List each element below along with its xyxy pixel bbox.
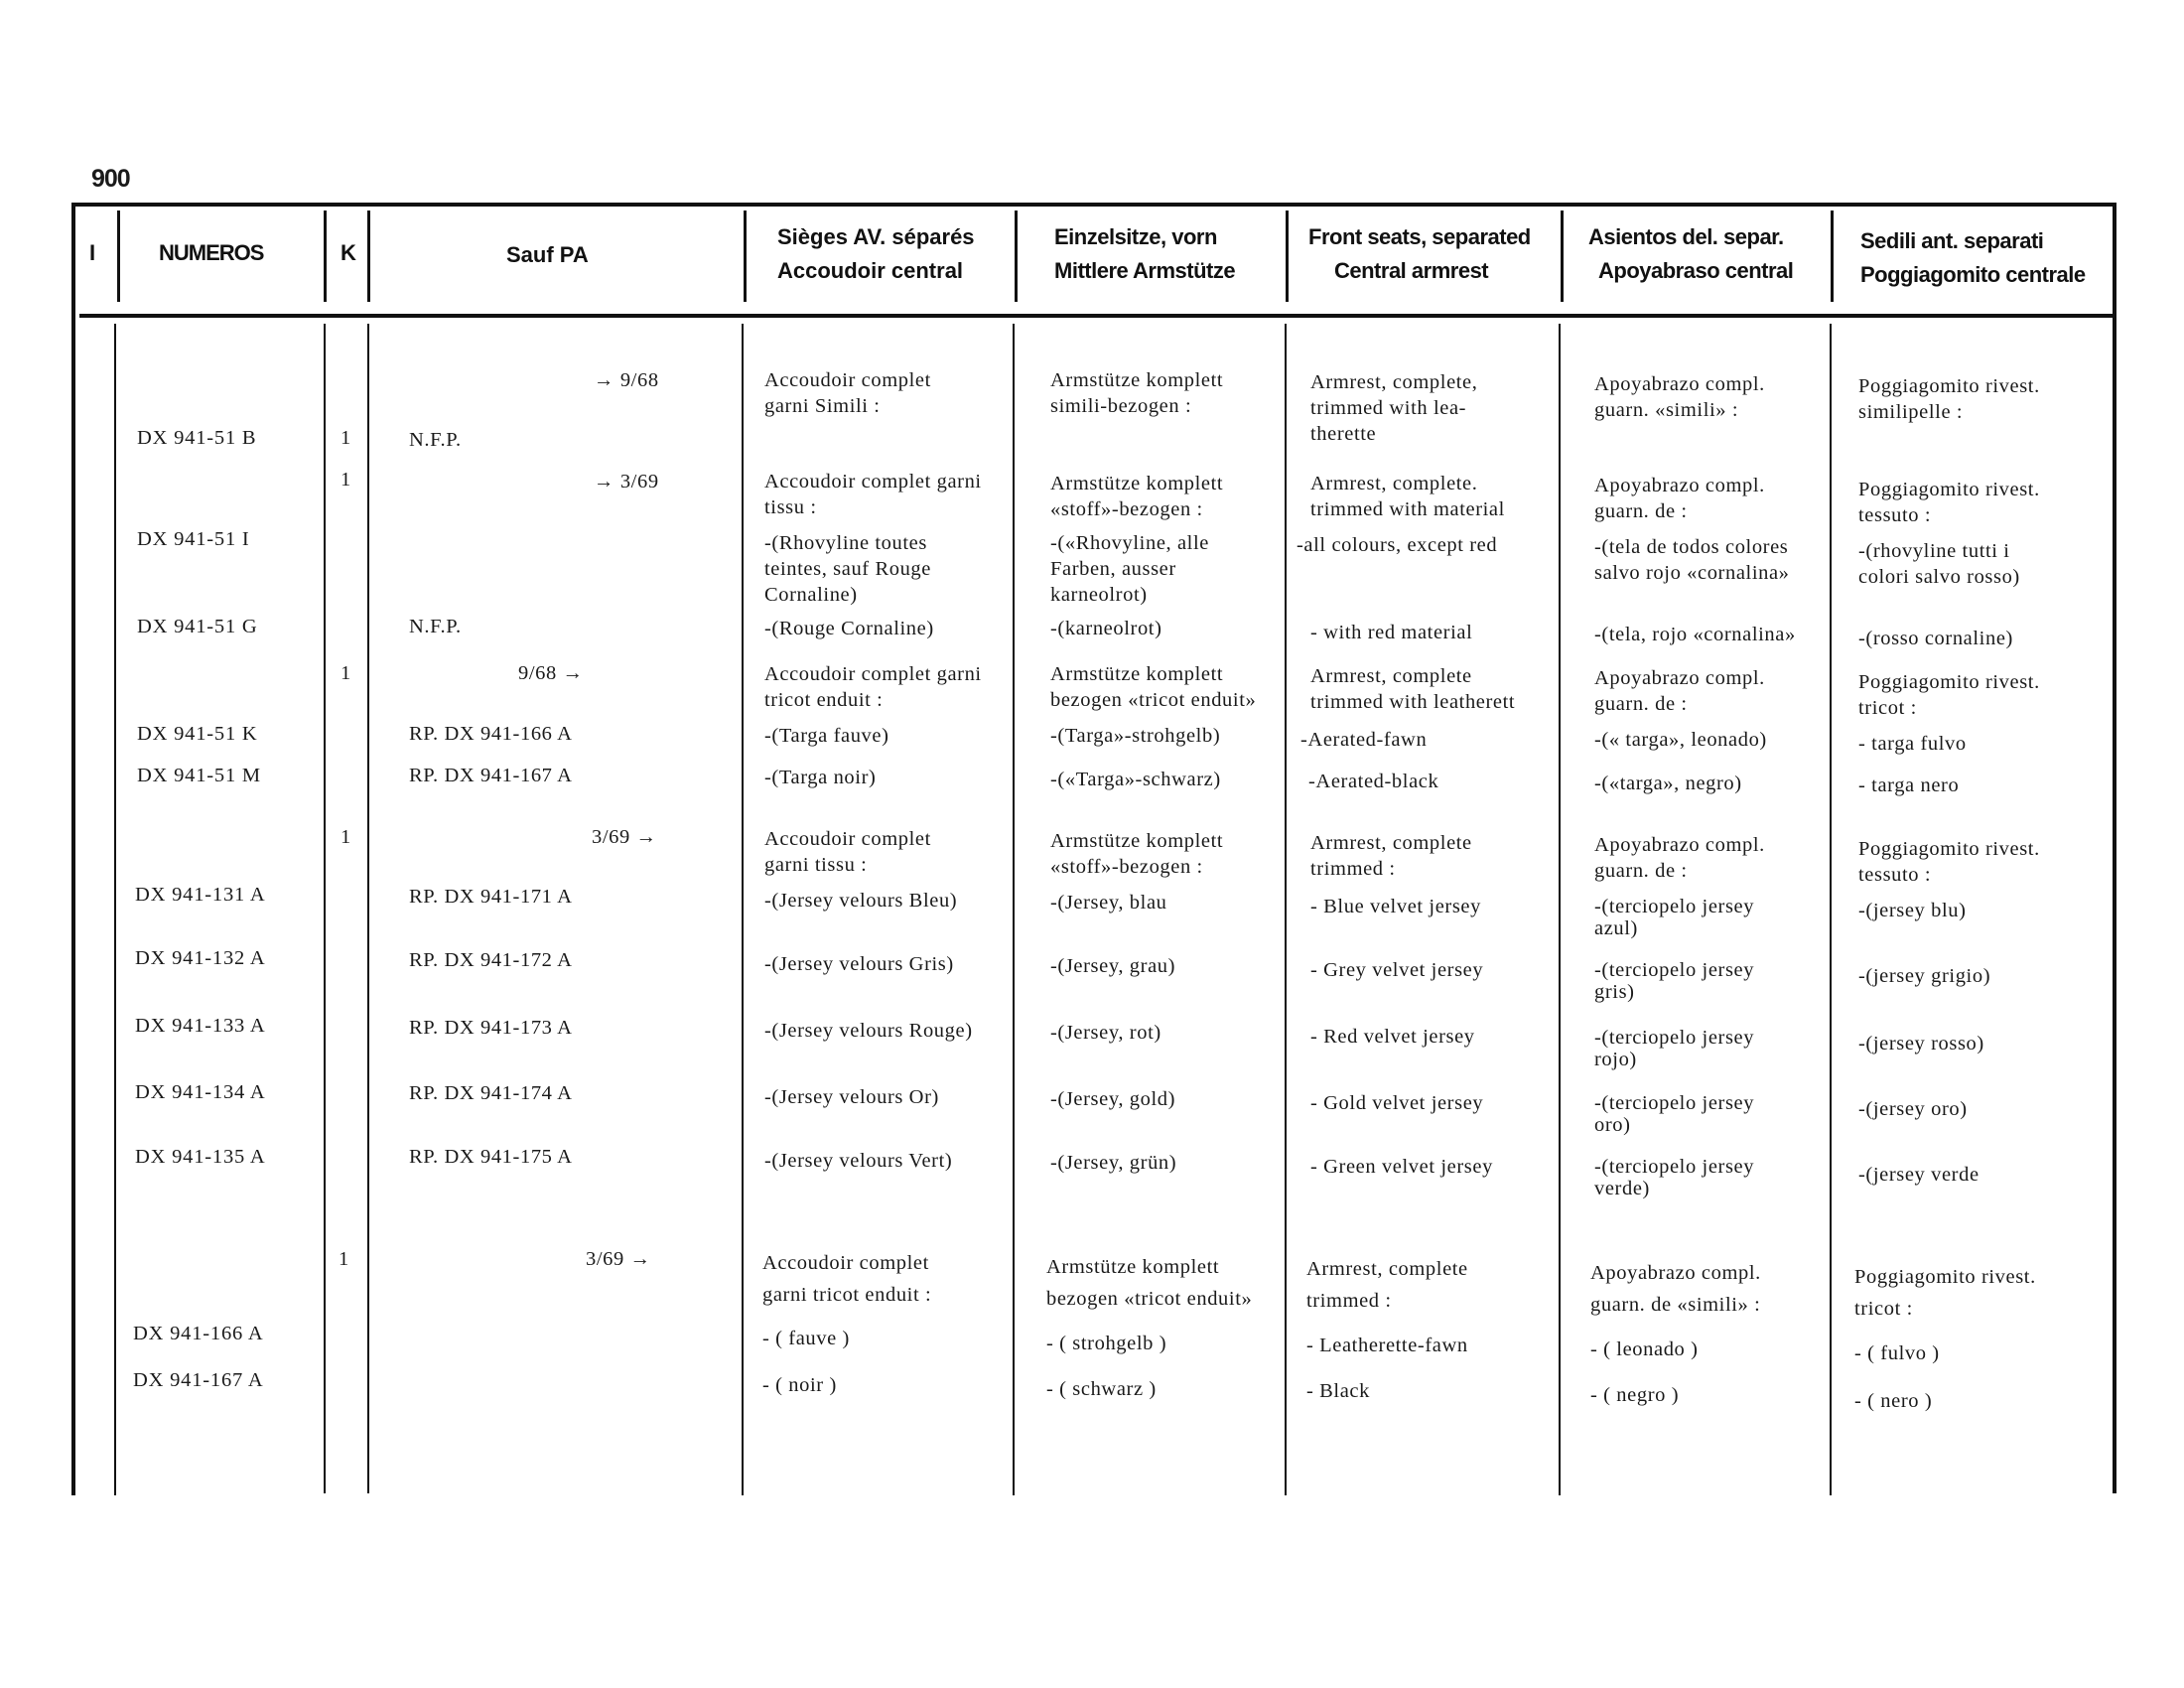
fr-cell-3: [764, 530, 931, 608]
fr-cell-11: [764, 1018, 973, 1044]
it-line: -(jersey verde: [1858, 1164, 1979, 1186]
en-cell-13: [1310, 1154, 1493, 1180]
numero-4: DX 941-51 K: [137, 723, 258, 745]
body-sep-6: [1285, 324, 1287, 1495]
header-sep-6: [1286, 211, 1289, 302]
numero-10: DX 941-135 A: [135, 1146, 266, 1168]
es-cell-13: [1594, 1156, 1754, 1199]
it-line: Poggiagomito rivest.: [1858, 838, 2040, 860]
en-line: trimmed with leatherett: [1310, 691, 1516, 713]
de-line: - ( strohgelb ): [1046, 1333, 1167, 1354]
header-sep-1: [117, 211, 120, 302]
fr-cell-8: [764, 826, 931, 878]
fr-line: Accoudoir complet: [762, 1252, 929, 1274]
page-number: 900: [91, 165, 130, 193]
fr-line: Accoudoir complet garni: [764, 471, 982, 492]
numero-5: DX 941-51 M: [137, 765, 261, 786]
fr-cell-13: [764, 1148, 952, 1174]
en-line: - Gold velvet jersey: [1310, 1092, 1484, 1114]
header-sep-8: [1831, 211, 1834, 302]
numero-12: DX 941-167 A: [133, 1369, 264, 1391]
header-numeros: NUMEROS: [159, 240, 264, 265]
es-line: oro): [1594, 1114, 1631, 1136]
de-cell-6: [1050, 723, 1220, 749]
header-en: [1308, 220, 1531, 288]
es-cell-6: [1594, 727, 1767, 753]
header-sep-7: [1561, 211, 1564, 302]
it-cell-4: [1858, 626, 2013, 651]
fr-line: -(Jersey velours Vert): [764, 1150, 953, 1172]
fr-cell-14: [762, 1247, 931, 1311]
fr-cell-12: [764, 1084, 939, 1110]
en-line: Armrest, complete.: [1310, 473, 1478, 494]
it-line: - ( fulvo ): [1854, 1342, 1940, 1364]
body-sep-3: [367, 324, 369, 1493]
es-line: -(terciopelo jersey: [1594, 1156, 1755, 1178]
en-cell-3: [1297, 532, 1497, 558]
en-cell-4: [1310, 620, 1472, 645]
it-line: similipelle :: [1858, 401, 1964, 423]
body-sep-8: [1830, 324, 1832, 1495]
es-line: -(tela de todos colores: [1594, 536, 1789, 558]
en-cell-10: [1310, 957, 1483, 983]
sauf-pa-3: → 3/69: [594, 471, 659, 492]
en-line: - Green velvet jersey: [1310, 1156, 1493, 1178]
es-line: -(terciopelo jersey: [1594, 896, 1755, 917]
sauf-pa-14: 3/69 →: [586, 1248, 651, 1270]
fr-cell-6: [764, 723, 889, 749]
en-cell-12: [1310, 1090, 1483, 1116]
header-de-line2: Mittlere Armstütze: [1054, 258, 1236, 283]
it-line: Poggiagomito rivest.: [1858, 671, 2040, 693]
en-cell-11: [1310, 1024, 1475, 1050]
es-cell-3: [1594, 534, 1790, 586]
it-cell-11: [1858, 1031, 1984, 1056]
es-cell-10: [1594, 959, 1754, 1003]
es-line: Apoyabrazo compl.: [1590, 1262, 1761, 1284]
es-line: guarn. de :: [1594, 500, 1688, 522]
it-line: -(jersey rosso): [1858, 1033, 1984, 1055]
fr-line: -(Jersey velours Or): [764, 1086, 939, 1108]
it-line: tricot :: [1858, 697, 1917, 719]
header-en-line1: Front seats, separated: [1308, 224, 1531, 249]
fr-cell-15: [762, 1326, 850, 1351]
de-cell-16: [1046, 1376, 1157, 1402]
de-cell-11: [1050, 1020, 1161, 1046]
en-line: - Grey velvet jersey: [1310, 959, 1484, 981]
it-cell-5: [1858, 669, 2040, 721]
fr-line: garni tricot enduit :: [762, 1284, 932, 1306]
en-line: Armrest, complete: [1306, 1258, 1468, 1280]
en-cell-14: [1306, 1253, 1468, 1317]
de-line: -(Jersey, grau): [1050, 955, 1176, 977]
en-line: Armrest, complete: [1310, 832, 1472, 854]
de-line: Armstütze komplett: [1046, 1256, 1220, 1278]
de-line: karneolrot): [1050, 584, 1148, 606]
en-cell-6: [1300, 727, 1427, 753]
it-line: tricot :: [1854, 1298, 1913, 1320]
header-sep-2: [324, 211, 327, 302]
de-cell-3: [1050, 530, 1209, 608]
it-line: Poggiagomito rivest.: [1854, 1266, 2036, 1288]
k-value-2: 1: [341, 469, 351, 491]
es-line: -(tela, rojo «cornalina»: [1594, 624, 1796, 645]
de-line: Armstütze komplett: [1050, 663, 1224, 685]
it-cell-12: [1858, 1096, 1968, 1122]
it-cell-3: [1858, 538, 2020, 590]
de-line: -(Jersey, gold): [1050, 1088, 1176, 1110]
es-line: rojo): [1594, 1049, 1637, 1070]
de-cell-5: [1050, 661, 1256, 713]
es-cell-1: [1594, 371, 1765, 423]
header-fr-line1: Sièges AV. séparés: [777, 224, 975, 249]
de-cell-13: [1050, 1150, 1176, 1176]
fr-line: Cornaline): [764, 584, 858, 606]
en-line: trimmed :: [1310, 858, 1396, 880]
sauf-pa-7: RP. DX 941-167 A: [409, 765, 573, 786]
header-es-line2: Apoyabraso central: [1598, 258, 1794, 283]
es-line: guarn. de «simili» :: [1590, 1294, 1761, 1316]
sauf-pa-6: RP. DX 941-166 A: [409, 723, 573, 745]
de-line: -(Jersey, blau: [1050, 892, 1167, 914]
de-cell-10: [1050, 953, 1175, 979]
sauf-pa-12: RP. DX 941-174 A: [409, 1082, 573, 1104]
de-line: Farben, ausser: [1050, 558, 1176, 580]
de-line: -(karneolrot): [1050, 618, 1162, 639]
table-left-border: [71, 203, 75, 1495]
fr-cell-9: [764, 888, 957, 914]
body-sep-4: [742, 324, 744, 1495]
en-cell-2: [1310, 471, 1505, 522]
it-line: colori salvo rosso): [1858, 566, 2020, 588]
fr-line: - ( noir ): [762, 1374, 837, 1396]
it-cell-13: [1858, 1162, 1979, 1188]
es-line: -(« targa», leonado): [1594, 729, 1767, 751]
body-sep-5: [1013, 324, 1015, 1495]
it-line: tessuto :: [1858, 864, 1932, 886]
fr-line: Accoudoir complet garni: [764, 663, 982, 685]
sauf-pa-9: RP. DX 941-171 A: [409, 886, 573, 908]
it-line: - targa fulvo: [1858, 733, 1967, 755]
es-cell-7: [1594, 771, 1742, 796]
numero-8: DX 941-133 A: [135, 1015, 266, 1037]
fr-cell-4: [764, 616, 934, 641]
numero-7: DX 941-132 A: [135, 947, 266, 969]
header-col-i: I: [89, 240, 96, 265]
en-cell-5: [1310, 663, 1515, 715]
en-line: therette: [1310, 423, 1377, 445]
de-cell-14: [1046, 1251, 1252, 1315]
de-line: -(Jersey, grün): [1050, 1152, 1177, 1174]
en-line: - Black: [1306, 1380, 1370, 1402]
header-fr: [777, 220, 975, 288]
de-cell-12: [1050, 1086, 1175, 1112]
header-sep-3: [367, 211, 370, 302]
de-cell-7: [1050, 767, 1221, 792]
de-line: bezogen «tricot enduit»: [1050, 689, 1257, 711]
es-cell-16: [1590, 1382, 1679, 1408]
numero-11: DX 941-166 A: [133, 1323, 264, 1344]
it-cell-14: [1854, 1261, 2036, 1325]
fr-line: -(Jersey velours Bleu): [764, 890, 958, 912]
it-cell-6: [1858, 731, 1967, 757]
en-line: Armrest, complete: [1310, 665, 1472, 687]
header-bottom-rule: [79, 314, 2115, 318]
es-line: - ( leonado ): [1590, 1338, 1699, 1360]
de-line: «stoff»-bezogen :: [1050, 856, 1203, 878]
sauf-pa-13: RP. DX 941-175 A: [409, 1146, 573, 1168]
header-it-line2: Poggiagomito centrale: [1860, 262, 2086, 287]
it-cell-9: [1858, 898, 1967, 923]
en-line: trimmed with lea-: [1310, 397, 1467, 419]
es-line: Apoyabrazo compl.: [1594, 475, 1765, 496]
es-line: verde): [1594, 1178, 1650, 1199]
numero-6: DX 941-131 A: [135, 884, 266, 906]
es-cell-8: [1594, 832, 1765, 884]
sauf-pa-11: RP. DX 941-173 A: [409, 1017, 573, 1039]
it-line: tessuto :: [1858, 504, 1932, 526]
en-cell-16: [1306, 1378, 1370, 1404]
de-cell-15: [1046, 1331, 1166, 1356]
header-sep-4: [744, 211, 747, 302]
en-line: -all colours, except red: [1297, 534, 1498, 556]
k-value-5: 1: [339, 1248, 349, 1270]
es-line: guarn. «simili» :: [1594, 399, 1739, 421]
body-sep-7: [1559, 324, 1561, 1495]
es-cell-5: [1594, 665, 1765, 717]
fr-cell-10: [764, 951, 954, 977]
de-line: -(«Rhovyline, alle: [1050, 532, 1209, 554]
es-cell-9: [1594, 896, 1754, 939]
header-sep-5: [1015, 211, 1018, 302]
header-it: [1860, 224, 2086, 292]
fr-line: garni Simili :: [764, 395, 881, 417]
it-cell-1: [1858, 373, 2040, 425]
es-cell-15: [1590, 1336, 1699, 1362]
en-cell-8: [1310, 830, 1472, 882]
es-cell-11: [1594, 1027, 1754, 1070]
it-cell-8: [1858, 836, 2040, 888]
fr-line: Accoudoir complet: [764, 369, 931, 391]
sauf-pa-5: 9/68 →: [518, 662, 584, 684]
es-line: salvo rojo «cornalina»: [1594, 562, 1790, 584]
es-line: azul): [1594, 917, 1638, 939]
es-line: -(«targa», negro): [1594, 773, 1742, 794]
fr-cell-16: [762, 1372, 837, 1398]
fr-line: -(Jersey velours Gris): [764, 953, 954, 975]
de-line: bezogen «tricot enduit»: [1046, 1288, 1253, 1310]
en-line: - Leatherette-fawn: [1306, 1335, 1468, 1356]
body-sep-1: [114, 324, 116, 1495]
fr-line: -(Rhovyline toutes: [764, 532, 927, 554]
de-line: «stoff»-bezogen :: [1050, 498, 1203, 520]
es-cell-4: [1594, 622, 1796, 647]
de-line: - ( schwarz ): [1046, 1378, 1157, 1400]
table-top-border: [71, 203, 2116, 207]
de-cell-8: [1050, 828, 1223, 880]
de-cell-9: [1050, 890, 1167, 915]
en-cell-1: [1310, 369, 1477, 447]
it-cell-2: [1858, 477, 2040, 528]
fr-cell-7: [764, 765, 876, 790]
fr-line: -(Targa noir): [764, 767, 877, 788]
en-line: -Aerated-fawn: [1300, 729, 1428, 751]
en-line: - with red material: [1310, 622, 1473, 643]
de-line: Armstütze komplett: [1050, 369, 1224, 391]
it-cell-7: [1858, 773, 1959, 798]
it-line: Poggiagomito rivest.: [1858, 375, 2040, 397]
sauf-pa-8: 3/69 →: [592, 826, 657, 848]
header-de-line1: Einzelsitze, vorn: [1054, 224, 1217, 249]
de-line: Armstütze komplett: [1050, 830, 1224, 852]
it-line: -(rhovyline tutti i: [1858, 540, 2010, 562]
es-line: guarn. de :: [1594, 860, 1688, 882]
fr-line: - ( fauve ): [762, 1328, 850, 1349]
it-line: Poggiagomito rivest.: [1858, 479, 2040, 500]
body-sep-2: [324, 324, 326, 1493]
numero-3: DX 941-51 G: [137, 616, 258, 637]
en-cell-15: [1306, 1333, 1468, 1358]
sauf-pa-1: → 9/68: [594, 369, 659, 391]
es-line: gris): [1594, 981, 1635, 1003]
en-cell-7: [1308, 769, 1438, 794]
fr-line: -(Jersey velours Rouge): [764, 1020, 973, 1042]
header-k: K: [341, 240, 356, 265]
numero-9: DX 941-134 A: [135, 1081, 266, 1103]
en-line: trimmed :: [1306, 1290, 1392, 1312]
en-line: -Aerated-black: [1308, 771, 1439, 792]
de-line: -(Jersey, rot): [1050, 1022, 1161, 1044]
es-line: - ( negro ): [1590, 1384, 1680, 1406]
es-line: Apoyabrazo compl.: [1594, 667, 1765, 689]
sauf-pa-10: RP. DX 941-172 A: [409, 949, 573, 971]
en-line: - Red velvet jersey: [1310, 1026, 1475, 1048]
fr-line: Accoudoir complet: [764, 828, 931, 850]
fr-line: -(Rouge Cornaline): [764, 618, 934, 639]
k-value-1: 1: [341, 427, 351, 449]
it-cell-15: [1854, 1340, 1940, 1366]
fr-cell-1: [764, 367, 931, 419]
fr-line: -(Targa fauve): [764, 725, 889, 747]
it-line: -(jersey blu): [1858, 900, 1967, 921]
es-cell-12: [1594, 1092, 1754, 1136]
k-value-3: 1: [341, 662, 351, 684]
en-cell-9: [1310, 894, 1481, 919]
fr-line: teintes, sauf Rouge: [764, 558, 931, 580]
es-line: guarn. de :: [1594, 693, 1688, 715]
header-es-line1: Asientos del. separ.: [1588, 224, 1784, 249]
numero-2: DX 941-51 I: [137, 528, 250, 550]
fr-cell-2: [764, 469, 982, 520]
en-line: trimmed with material: [1310, 498, 1505, 520]
header-en-line2: Central armrest: [1334, 258, 1489, 283]
fr-line: tissu :: [764, 496, 817, 518]
de-cell-4: [1050, 616, 1162, 641]
de-line: -(«Targa»-schwarz): [1050, 769, 1221, 790]
es-cell-14: [1590, 1257, 1761, 1321]
it-cell-10: [1858, 963, 1990, 989]
en-line: - Blue velvet jersey: [1310, 896, 1481, 917]
header-sauf-pa: Sauf PA: [506, 242, 589, 267]
de-line: -(Targa»-strohgelb): [1050, 725, 1221, 747]
en-line: Armrest, complete,: [1310, 371, 1478, 393]
es-cell-2: [1594, 473, 1765, 524]
it-line: -(rosso cornaline): [1858, 628, 2013, 649]
es-line: -(terciopelo jersey: [1594, 1027, 1755, 1049]
header-de: [1054, 220, 1235, 288]
fr-line: garni tissu :: [764, 854, 868, 876]
es-line: -(terciopelo jersey: [1594, 1092, 1755, 1114]
es-line: Apoyabrazo compl.: [1594, 834, 1765, 856]
fr-cell-5: [764, 661, 982, 713]
es-line: -(terciopelo jersey: [1594, 959, 1755, 981]
it-line: -(jersey oro): [1858, 1098, 1968, 1120]
de-cell-1: [1050, 367, 1223, 419]
it-line: -(jersey grigio): [1858, 965, 1991, 987]
numero-1: DX 941-51 B: [137, 427, 257, 449]
header-es: [1588, 220, 1793, 288]
de-line: Armstütze komplett: [1050, 473, 1224, 494]
de-line: simili-bezogen :: [1050, 395, 1192, 417]
sauf-pa-2: N.F.P.: [409, 429, 462, 451]
de-cell-2: [1050, 471, 1223, 522]
it-line: - targa nero: [1858, 774, 1960, 796]
header-fr-line2: Accoudoir central: [777, 258, 964, 283]
es-line: Apoyabrazo compl.: [1594, 373, 1765, 395]
k-value-4: 1: [341, 826, 351, 848]
sauf-pa-4: N.F.P.: [409, 616, 462, 637]
it-line: - ( nero ): [1854, 1390, 1933, 1412]
table-right-border: [2113, 203, 2116, 1493]
fr-line: tricot enduit :: [764, 689, 884, 711]
header-it-line1: Sedili ant. separati: [1860, 228, 2044, 253]
it-cell-16: [1854, 1388, 1932, 1414]
